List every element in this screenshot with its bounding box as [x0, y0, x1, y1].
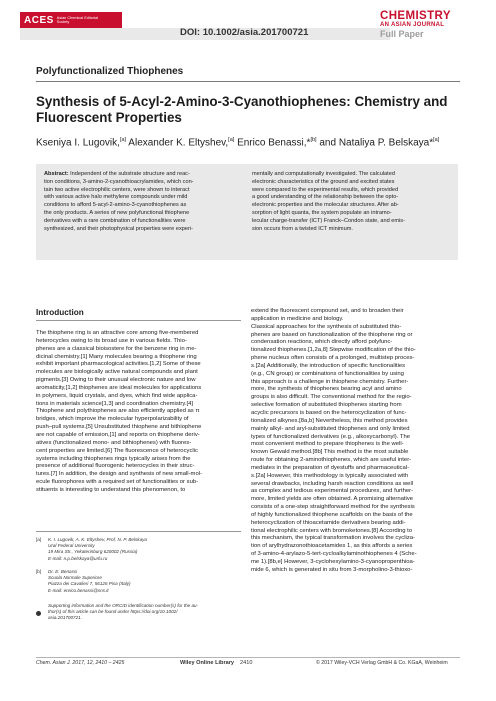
footnote-line[interactable]: asia.201700721. — [48, 615, 82, 621]
footnote-line[interactable]: thor(s) of this article can be found under https://doi.org/10.1002/ — [48, 609, 178, 615]
body-line: presence of additional fluorogenic heterocycles in their struc- — [36, 463, 195, 470]
abstract-line: lecular charge-transfer (ICT) Franck–Condon state, and emis- — [252, 217, 405, 224]
footer-library-link[interactable]: Wiley Online Library — [180, 660, 235, 666]
body-line: as complex and tedious experimental procedures, and further- — [251, 488, 414, 495]
body-line: phenes are based on functionalization of the thiophene ring or — [251, 331, 413, 338]
section-tag: Polyfunctionalized Thiophenes — [36, 66, 184, 77]
title-line: Fluorescent Properties — [36, 110, 182, 125]
body-line: acyclic precursors is based on the heterocyclization of func- — [251, 409, 407, 416]
body-left-column — [36, 330, 244, 495]
journal-name: CHEMISTRY — [380, 10, 451, 22]
body-line: tion of arylhydrazonothioacetamides 1, as this affords a series — [251, 543, 413, 550]
orcid-icon[interactable] — [36, 611, 41, 616]
journal-subname: AN ASIAN JOURNAL — [380, 22, 445, 28]
article-title — [36, 94, 466, 126]
divider — [36, 81, 460, 82]
article-type: Full Paper — [380, 29, 424, 39]
body-line: s.[2a] However, this methodology is typically associated with — [251, 472, 409, 479]
author-name: Kseniya I. Lugovik, — [36, 137, 120, 149]
body-line: systems including thiophenes rings typically arises from the — [36, 455, 191, 462]
author-name: Enrico Benassi,* — [237, 137, 311, 149]
body-line: of highly functionalized thiophene scaffolds on the basis of the — [251, 511, 413, 518]
abstract-line: tion conditions, 3-amino-2-cyanothioacrylamides, which con- — [44, 178, 194, 185]
body-line: molecules are biologically active natural compounds and plant — [36, 369, 198, 376]
abstract-line: derivatives with a rare combination of functionalities were — [44, 217, 186, 224]
body-line: stituents is interesting to understand this phenomenon, to — [36, 486, 186, 493]
body-line: dicinal chemistry.[1] Many molecules bearing a thiophene ring — [36, 353, 197, 360]
abstract-left-column — [44, 171, 244, 233]
body-line: (e.g., CN group) or combinations of functionalities by using — [251, 370, 404, 377]
body-line: pigments.[3] Owing to their unusual electronic nature and low — [36, 377, 196, 384]
abstract-line: the only products. A series of new polyfunctional thiophene — [44, 209, 190, 216]
abstract-label: Abstract: — [44, 171, 69, 177]
top-band — [0, 0, 496, 10]
body-line: this mechanism, the typical transformation involves the cycliza- — [251, 535, 416, 542]
abstract-line: synthesized, and their photophysical properties were experi- — [44, 225, 193, 232]
abstract-line: mentally and computationally investigated. The calculated — [252, 171, 395, 177]
footnote-line: K. I. Lugovik, A. K. Eltyshev, Prof. N. P. Belskaya — [48, 537, 147, 542]
body-line: ecule fluorophores with a required set of functionalities or sub- — [36, 479, 199, 486]
divider — [36, 320, 241, 321]
body-line: Thiophene and polythiophenes are also efficiently applied as π — [36, 408, 200, 415]
body-line: heterocyclization of thioacetamide derivatives bearing addi- — [251, 519, 406, 526]
aces-logo-text: ACES — [24, 14, 54, 26]
abstract-line: sion occurs from a twisted ICT minimum. — [252, 225, 353, 232]
body-line: exhibit important pharmacological activities.[1,2] Some of these — [36, 361, 201, 368]
body-line: known Gewald method.[8b] This method is the most suitable — [251, 449, 409, 456]
author-affiliation: [a] — [433, 137, 440, 143]
body-line: groups is also difficult. The conventional method for the regio- — [251, 394, 412, 401]
footnote-line[interactable]: E-mail: n.p.belskaya@urfu.ru — [48, 555, 108, 561]
author-affiliation: [a] — [119, 137, 127, 143]
body-line: mainly alkyl- and aryl-substituted thiophenes and only limited — [251, 425, 410, 432]
footnote-line: 19 Mira Str., Yekaterinburg 620002 (Russia) — [48, 549, 138, 555]
doi[interactable]: DOI: 10.1002/asia.201700721 — [180, 27, 309, 38]
footnote-label: [a] — [36, 537, 42, 542]
body-line: tional electrophilic centers with bromoketones.[8] According to — [251, 527, 413, 534]
footnote-divider — [36, 531, 241, 532]
body-line: atives (functionalized mono- and bithiophenes) with fluores- — [36, 439, 192, 446]
body-line: tions in materials science[1,3] and coordination chemistry.[4] — [36, 400, 194, 407]
abstract-line: Abstract: Independent of the substrate structure and reac- — [44, 171, 190, 177]
abstract-line: electronic characteristics of the ground and excited states — [252, 178, 395, 185]
body-line: phene nucleus often consists of a prolonged, multistep proces- — [251, 355, 415, 362]
footnote-line: Supporting information and the ORCID identification number(s) for the au- — [48, 603, 199, 608]
body-line: s.[2a] Additionally, the introduction of specific functionalities — [251, 362, 406, 369]
body-line: tionalized thiophenes.[1,2a,8] Stepwise modification of the thio- — [251, 347, 416, 354]
footnote-label: [b] — [36, 569, 42, 574]
body-line: cent properties are limited.[6] The fluorescence of heterocyclic — [36, 447, 198, 454]
body-line: mediates in the preparation of dyestuffs and pharmaceutical- — [251, 464, 410, 471]
abstract-line: were compared to the experimental results, which provided — [252, 186, 399, 193]
body-line: more, the synthesis of thiophenes bearing acyl and amino — [251, 386, 402, 393]
body-line: mide 6, which is generated in situ from 3-morpholino-3-thioxo- — [251, 566, 413, 573]
abstract-right-column — [252, 171, 452, 233]
author-affiliation: [b] — [310, 137, 317, 143]
body-line: condensation reactions, which directly afford polyfunc- — [251, 339, 393, 346]
abstract-line: with various active halo methylene compounds under mild — [44, 194, 188, 201]
abstract-line: sorption of light quanta, the system populate an intramo- — [252, 209, 392, 216]
abstract-line: electronic properties and the molecular structures. After ab- — [252, 202, 399, 209]
abstract-line: conditions to afford 5-acyl-2-amino-3-cyanothiophenes as — [44, 202, 187, 209]
footer-citation: Chem. Asian J. 2017, 12, 2410 – 2425 — [36, 660, 125, 666]
body-line: tionalized alkynes.[8a,b] Nevertheless, this method provides — [251, 417, 408, 424]
author-list — [36, 134, 466, 149]
body-line: several drawbacks, including harsh reaction conditions as well — [251, 480, 414, 487]
page-number: 2410 — [240, 660, 253, 666]
body-line: application in medicine and biology. — [251, 315, 344, 322]
body-line: phenes are a classical bioisostere for the benzene ring in me- — [36, 345, 197, 352]
footnote-line: Scuola Normale Superiore — [48, 575, 102, 581]
author-name: Alexander K. Eltyshev, — [128, 137, 229, 149]
body-line: in polymers, liquid crystals, and dyes, which find wide applica- — [36, 392, 198, 399]
journal-logo — [380, 10, 476, 39]
author-affiliation: [a] — [228, 137, 235, 143]
footnote-line[interactable]: E-mail: enrico.benassi@sns.it — [48, 587, 109, 593]
body-line: are not capable of emission,[1] and reports on thiophene deriv- — [36, 431, 200, 438]
body-line: me 1).[8b,e] However, 3-cyclohexylamino-3-cyanopropenthioa- — [251, 559, 415, 565]
body-line: heterocycles owing to its broad use in various fields. Thio- — [36, 337, 187, 344]
aces-logo — [20, 12, 122, 28]
section-heading: Introduction — [36, 308, 84, 317]
body-line: route for obtaining 2-aminothiophenes, which are useful inter- — [251, 457, 412, 464]
abstract-line: tain two active electrophilic centers, were shown to interact — [44, 186, 190, 193]
body-line: more, limited yields are often obtained. A promising alternative — [251, 496, 414, 503]
footnote-line: Piazza dei Cavalieri 7, 56126 Pisa (Italy) — [48, 581, 131, 587]
body-line: consists of a one-step straightforward method for the synthesis — [251, 504, 415, 511]
footer-copyright: © 2017 Wiley-VCH Verlag GmbH & Co. KGaA, Weinheim — [316, 660, 448, 666]
footnote-line: Dr. E. Benassi — [48, 569, 78, 574]
abstract-line: a good understanding of the relationship between the opto- — [252, 194, 399, 201]
body-line: tures.[7] In addition, the design and synthesis of new small-mol- — [36, 471, 203, 478]
body-line: push–pull systems.[5] Unsubstituted thiophene and bithiophene — [36, 424, 202, 431]
body-line: aromaticity,[1,2] thiophenes are ideal molecules for applications — [36, 384, 202, 391]
title-line: Synthesis of 5-Acyl-2-Amino-3-Cyanothiophenes: Chemistry and — [36, 94, 448, 109]
body-line: The thiophene ring is an attractive core among five-membered — [36, 330, 199, 336]
body-line: extend the fluorescent compound set, and to broaden their — [251, 308, 404, 314]
author-name: and Nataliya P. Belskaya* — [319, 137, 434, 149]
body-line: Classical approaches for the synthesis of substituted thio- — [251, 323, 402, 330]
body-line: types of functionalized derivatives (e.g., alkoxycarbonyl). The — [251, 433, 411, 440]
body-line: bridges, which improve the molecular hyperpolarizability of — [36, 416, 189, 423]
footnote-line: Ural Federal University — [48, 543, 95, 549]
aces-logo-subtitle: Asian Chemical Editorial Society — [56, 15, 98, 24]
body-line: of 3-amino-4-arylazo-5-tert-cycloalkylaminothiophenes 4 (Sche- — [251, 551, 417, 558]
body-line: selective formation of substituted thiophenes starting from — [251, 402, 402, 409]
body-right-column — [251, 308, 459, 575]
body-line: most convenient method to prepare thiophenes is the well- — [251, 441, 404, 448]
footer-divider — [36, 657, 460, 658]
body-line: this approach is a challenge in thiophene chemistry. Further- — [251, 378, 409, 385]
